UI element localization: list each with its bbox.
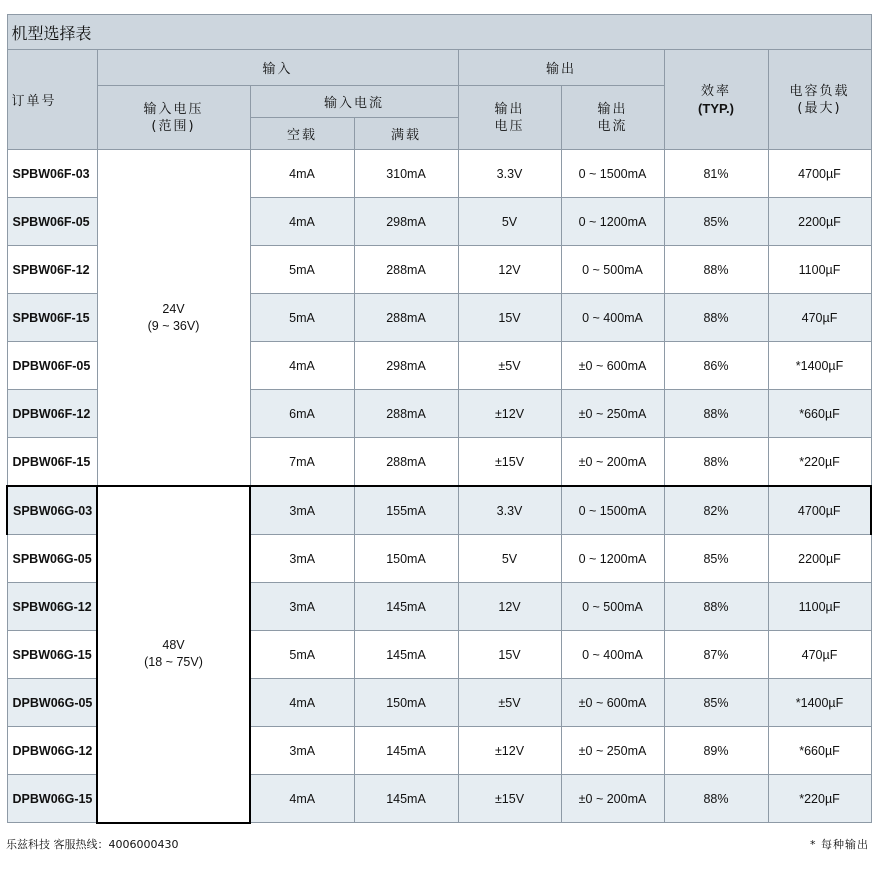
efficiency-cell: 87% bbox=[664, 631, 768, 679]
efficiency-cell: 88% bbox=[664, 583, 768, 631]
output-current-cell: 0 ~ 1500mA bbox=[561, 150, 664, 198]
no-load-cell: 4mA bbox=[250, 342, 354, 390]
output-voltage-cell: ±15V bbox=[458, 438, 561, 487]
efficiency-cell: 82% bbox=[664, 486, 768, 535]
model-cell: DPBW06G-15 bbox=[7, 775, 97, 823]
output-current-cell: 0 ~ 1200mA bbox=[561, 535, 664, 583]
capacitive-load-cell: *660µF bbox=[768, 390, 871, 438]
full-load-cell: 288mA bbox=[354, 294, 458, 342]
header-output-voltage bbox=[458, 86, 561, 150]
model-cell: DPBW06G-12 bbox=[7, 727, 97, 775]
full-load-cell: 150mA bbox=[354, 679, 458, 727]
header-input-current: 输入电流 bbox=[250, 86, 458, 118]
output-voltage-cell: 15V bbox=[458, 294, 561, 342]
efficiency-cell: 88% bbox=[664, 294, 768, 342]
input-voltage-value: 24V bbox=[162, 301, 185, 316]
output-current-cell: 0 ~ 500mA bbox=[561, 583, 664, 631]
capacitive-load-cell: 470µF bbox=[768, 294, 871, 342]
efficiency-cell: 85% bbox=[664, 535, 768, 583]
no-load-cell: 3mA bbox=[250, 583, 354, 631]
table-row bbox=[7, 150, 871, 198]
capacitive-load-cell: 470µF bbox=[768, 631, 871, 679]
header-model: 订单号 bbox=[7, 50, 97, 150]
output-current-cell: ±0 ~ 600mA bbox=[561, 679, 664, 727]
model-cell: SPBW06G-15 bbox=[7, 631, 97, 679]
output-current-cell: ±0 ~ 250mA bbox=[561, 727, 664, 775]
model-cell: SPBW06F-05 bbox=[7, 198, 97, 246]
no-load-cell: 5mA bbox=[250, 246, 354, 294]
header-output: 输出 bbox=[458, 50, 664, 86]
capacitive-load-cell: 4700µF bbox=[768, 150, 871, 198]
model-cell: DPBW06F-12 bbox=[7, 390, 97, 438]
no-load-cell: 4mA bbox=[250, 198, 354, 246]
efficiency-cell: 88% bbox=[664, 246, 768, 294]
no-load-cell: 3mA bbox=[250, 727, 354, 775]
model-cell: SPBW06F-12 bbox=[7, 246, 97, 294]
output-current-cell: 0 ~ 1500mA bbox=[561, 486, 664, 535]
header-input-voltage-line1: 输入电压 bbox=[143, 101, 204, 117]
header-iout-line2: 电流 bbox=[597, 118, 628, 134]
output-voltage-cell: 5V bbox=[458, 198, 561, 246]
output-voltage-cell: ±15V bbox=[458, 775, 561, 823]
no-load-cell: 6mA bbox=[250, 390, 354, 438]
full-load-cell: 145mA bbox=[354, 775, 458, 823]
input-voltage-range: (9 ~ 36V) bbox=[147, 318, 200, 333]
header-vout-line1: 输出 bbox=[494, 101, 525, 117]
header-vout-line2: 电压 bbox=[494, 118, 525, 134]
output-voltage-cell: ±5V bbox=[458, 679, 561, 727]
efficiency-cell: 88% bbox=[664, 775, 768, 823]
header-input-voltage bbox=[97, 86, 250, 150]
no-load-cell: 4mA bbox=[250, 679, 354, 727]
capacitive-load-cell: 1100µF bbox=[768, 246, 871, 294]
capacitive-load-cell: 4700µF bbox=[768, 486, 871, 535]
no-load-cell: 5mA bbox=[250, 294, 354, 342]
no-load-cell: 4mA bbox=[250, 775, 354, 823]
output-current-cell: ±0 ~ 200mA bbox=[561, 775, 664, 823]
header-cap-line2: (最大) bbox=[797, 100, 842, 116]
output-current-cell: 0 ~ 500mA bbox=[561, 246, 664, 294]
no-load-cell: 3mA bbox=[250, 535, 354, 583]
header-efficiency bbox=[664, 50, 768, 150]
full-load-cell: 145mA bbox=[354, 583, 458, 631]
capacitive-load-cell: *1400µF bbox=[768, 679, 871, 727]
input-voltage-range: (18 ~ 75V) bbox=[144, 655, 203, 670]
output-current-cell: ±0 ~ 200mA bbox=[561, 438, 664, 487]
full-load-cell: 310mA bbox=[354, 150, 458, 198]
footer-hotline: 乐兹科技 客服热线：4006000430 bbox=[6, 838, 179, 851]
output-voltage-cell: 12V bbox=[458, 583, 561, 631]
model-selection-table bbox=[6, 14, 872, 824]
header-iout-line1: 输出 bbox=[597, 101, 628, 117]
capacitive-load-cell: *220µF bbox=[768, 775, 871, 823]
output-voltage-cell: ±12V bbox=[458, 727, 561, 775]
output-voltage-cell: 15V bbox=[458, 631, 561, 679]
output-voltage-cell: ±12V bbox=[458, 390, 561, 438]
model-cell: DPBW06F-15 bbox=[7, 438, 97, 487]
full-load-cell: 288mA bbox=[354, 246, 458, 294]
no-load-cell: 7mA bbox=[250, 438, 354, 487]
header-efficiency-line2: (TYP.) bbox=[698, 100, 734, 116]
capacitive-load-cell: 2200µF bbox=[768, 198, 871, 246]
header-full-load: 满载 bbox=[354, 118, 458, 150]
output-voltage-cell: 5V bbox=[458, 535, 561, 583]
output-current-cell: 0 ~ 400mA bbox=[561, 294, 664, 342]
full-load-cell: 145mA bbox=[354, 727, 458, 775]
no-load-cell: 4mA bbox=[250, 150, 354, 198]
table-title: 机型选择表 bbox=[7, 15, 871, 50]
header-output-current bbox=[561, 86, 664, 150]
efficiency-cell: 81% bbox=[664, 150, 768, 198]
header-input: 输入 bbox=[97, 50, 458, 86]
header-efficiency-line1: 效率 bbox=[700, 83, 731, 99]
efficiency-cell: 85% bbox=[664, 198, 768, 246]
output-voltage-cell: 3.3V bbox=[458, 486, 561, 535]
model-cell: SPBW06F-15 bbox=[7, 294, 97, 342]
capacitive-load-cell: 1100µF bbox=[768, 583, 871, 631]
output-voltage-cell: ±5V bbox=[458, 342, 561, 390]
capacitive-load-cell: *660µF bbox=[768, 727, 871, 775]
input-voltage-cell bbox=[97, 150, 250, 487]
header-capacitive-load bbox=[768, 50, 871, 150]
full-load-cell: 145mA bbox=[354, 631, 458, 679]
input-voltage-cell bbox=[97, 486, 250, 823]
header-cap-line1: 电容负载 bbox=[789, 83, 850, 99]
header-no-load: 空载 bbox=[250, 118, 354, 150]
output-current-cell: 0 ~ 400mA bbox=[561, 631, 664, 679]
efficiency-cell: 89% bbox=[664, 727, 768, 775]
model-selection-sheet bbox=[6, 14, 870, 824]
no-load-cell: 5mA bbox=[250, 631, 354, 679]
input-voltage-value: 48V bbox=[162, 638, 185, 653]
table-row bbox=[7, 486, 871, 535]
full-load-cell: 155mA bbox=[354, 486, 458, 535]
footer-note: * 每种输出 bbox=[810, 838, 869, 851]
capacitive-load-cell: *1400µF bbox=[768, 342, 871, 390]
header-input-voltage-line2: (范围) bbox=[151, 118, 196, 134]
capacitive-load-cell: *220µF bbox=[768, 438, 871, 487]
model-cell: SPBW06G-12 bbox=[7, 583, 97, 631]
output-voltage-cell: 3.3V bbox=[458, 150, 561, 198]
capacitive-load-cell: 2200µF bbox=[768, 535, 871, 583]
model-cell: SPBW06G-05 bbox=[7, 535, 97, 583]
efficiency-cell: 86% bbox=[664, 342, 768, 390]
model-cell: DPBW06F-05 bbox=[7, 342, 97, 390]
efficiency-cell: 88% bbox=[664, 390, 768, 438]
model-cell: SPBW06F-03 bbox=[7, 150, 97, 198]
efficiency-cell: 85% bbox=[664, 679, 768, 727]
output-current-cell: ±0 ~ 250mA bbox=[561, 390, 664, 438]
full-load-cell: 150mA bbox=[354, 535, 458, 583]
output-current-cell: ±0 ~ 600mA bbox=[561, 342, 664, 390]
model-cell: SPBW06G-03 bbox=[7, 486, 97, 535]
model-cell: DPBW06G-05 bbox=[7, 679, 97, 727]
full-load-cell: 288mA bbox=[354, 438, 458, 487]
no-load-cell: 3mA bbox=[250, 486, 354, 535]
output-voltage-cell: 12V bbox=[458, 246, 561, 294]
full-load-cell: 298mA bbox=[354, 198, 458, 246]
efficiency-cell: 88% bbox=[664, 438, 768, 487]
full-load-cell: 298mA bbox=[354, 342, 458, 390]
full-load-cell: 288mA bbox=[354, 390, 458, 438]
output-current-cell: 0 ~ 1200mA bbox=[561, 198, 664, 246]
